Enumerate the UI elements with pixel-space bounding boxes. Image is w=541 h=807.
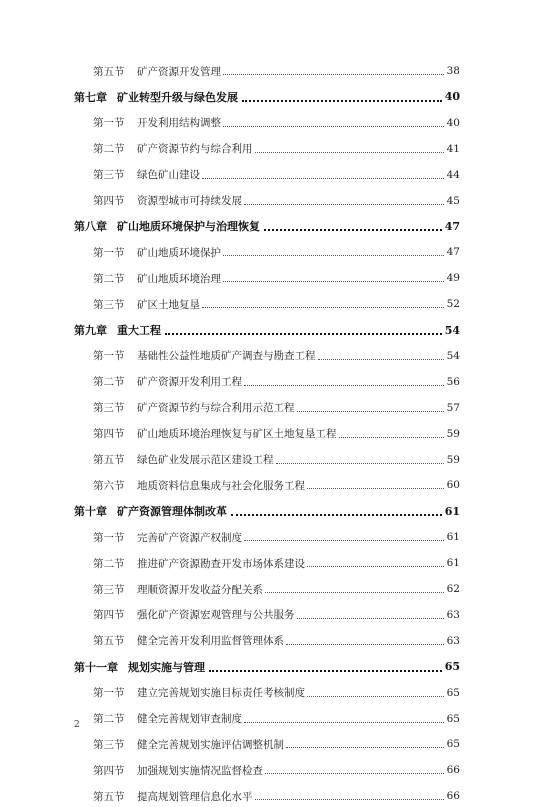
toc-page-number: 63	[446, 634, 460, 647]
section-title: 绿色矿山建设	[137, 169, 200, 182]
toc-section-row	[0, 397, 541, 419]
section-number: 第一节	[93, 117, 125, 130]
dot-leader	[202, 177, 444, 179]
section-title: 地质资料信息集成与社会化服务工程	[137, 479, 305, 492]
toc-page-number: 65	[446, 712, 460, 725]
toc-page-number: 44	[446, 168, 460, 181]
dot-leader	[244, 721, 444, 723]
section-number: 第五节	[93, 454, 125, 466]
toc-section-row	[0, 474, 541, 496]
section-title: 矿区土地复垦	[137, 298, 200, 311]
dot-leader	[223, 125, 444, 127]
chapter-title: 重大工程	[117, 324, 161, 337]
section-number: 第五节	[93, 790, 125, 803]
section-number: 第三节	[93, 298, 125, 311]
toc-page-number: 59	[446, 427, 460, 440]
toc-page-number: 63	[446, 608, 460, 621]
section-number: 第二节	[93, 713, 125, 725]
dot-leader	[209, 669, 442, 672]
toc-section-row	[0, 578, 541, 600]
toc-page-number: 66	[446, 764, 460, 777]
section-title: 绿色矿业发展示范区建设工程	[137, 454, 274, 466]
section-title: 矿山地质环境保护	[137, 246, 221, 259]
toc-page-number: 45	[446, 194, 460, 207]
dot-leader	[265, 772, 444, 774]
toc-section-row	[0, 552, 541, 574]
section-number: 第一节	[93, 350, 125, 363]
section-title: 健全完善规划实施评估调整机制	[137, 738, 284, 751]
toc-page-number: 54	[446, 349, 460, 362]
section-title: 健全完善规划审查制度	[137, 713, 242, 725]
toc-page-number: 47	[444, 219, 460, 233]
toc-chapter-row	[0, 656, 541, 678]
toc-chapter-row	[0, 500, 541, 522]
section-title: 矿产资源节约与综合利用	[137, 143, 253, 156]
toc-page-number: 47	[446, 246, 460, 259]
section-title: 推进矿产资源勘查开发市场体系建设	[137, 557, 305, 570]
section-number: 第三节	[93, 402, 125, 415]
section-title: 健全完善开发利用监督管理体系	[137, 635, 284, 648]
toc-section-row	[0, 682, 541, 704]
toc-page-number: 41	[446, 142, 460, 155]
dot-leader	[244, 539, 444, 541]
dot-leader	[231, 513, 442, 516]
toc-section-row	[0, 449, 541, 471]
dot-leader	[297, 410, 445, 412]
chapter-title: 矿产资源管理体制改革	[117, 505, 227, 519]
section-title: 矿山地质环境治理	[137, 272, 221, 285]
section-number: 第六节	[93, 479, 125, 492]
dot-leader	[307, 487, 444, 489]
dot-leader	[165, 332, 442, 335]
section-number: 第三节	[93, 583, 125, 596]
section-title: 矿产资源开发管理	[137, 65, 221, 78]
section-title: 强化矿产资源宏观管理与公共服务	[137, 609, 295, 622]
toc-page-number: 65	[446, 738, 460, 751]
section-title: 提高规划管理信息化水平	[137, 790, 253, 803]
toc-page-number: 60	[446, 479, 460, 492]
section-title: 资源型城市可持续发展	[137, 195, 242, 207]
section-title: 基础性公益性地质矿产调查与勘查工程	[137, 350, 316, 363]
dot-leader	[307, 565, 444, 567]
section-number: 第三节	[93, 169, 125, 182]
chapter-number: 第十一章	[74, 660, 118, 674]
toc-section-row	[0, 138, 541, 160]
section-title: 矿产资源节约与综合利用示范工程	[137, 402, 295, 415]
toc-section-row	[0, 241, 541, 263]
section-number: 第四节	[93, 609, 125, 622]
toc-page-number: 54	[444, 323, 460, 337]
section-title: 完善矿产资源产权制度	[137, 531, 242, 544]
dot-leader	[202, 306, 444, 308]
dot-leader	[297, 617, 445, 619]
toc-section-row	[0, 604, 541, 626]
toc-section-row	[0, 345, 541, 367]
toc-page-number: 66	[446, 790, 460, 803]
section-number: 第四节	[93, 428, 125, 441]
toc-section-row	[0, 60, 541, 82]
dot-leader	[255, 798, 445, 800]
toc-section-row	[0, 190, 541, 212]
dot-leader	[307, 695, 444, 697]
toc-section-row	[0, 526, 541, 548]
toc-section-row	[0, 759, 541, 781]
section-number: 第二节	[93, 376, 125, 389]
section-number: 第二节	[93, 272, 125, 285]
toc-section-row	[0, 733, 541, 755]
toc-page-number: 62	[446, 583, 460, 595]
toc-section-row	[0, 785, 541, 807]
toc-page-number: 61	[446, 557, 460, 570]
toc-page-number: 65	[446, 686, 460, 699]
toc-page-number: 56	[446, 375, 460, 388]
chapter-number: 第九章	[74, 324, 107, 337]
section-title: 加强规划实施情况监督检查	[137, 764, 263, 777]
section-title: 开发利用结构调整	[137, 117, 221, 130]
dot-leader	[339, 436, 445, 438]
toc-section-row	[0, 112, 541, 134]
toc-page-number: 65	[444, 660, 460, 674]
section-title: 矿山地质环境治理恢复与矿区土地复垦工程	[137, 428, 337, 441]
toc-section-row	[0, 630, 541, 652]
toc-page-number: 49	[446, 272, 460, 285]
page-number: 2	[74, 720, 80, 730]
dot-leader	[286, 643, 444, 645]
toc-page-number: 57	[446, 401, 460, 414]
section-title: 矿产资源开发利用工程	[137, 376, 242, 389]
section-number: 第二节	[93, 557, 125, 570]
section-title: 理顺资源开发收益分配关系	[137, 583, 263, 596]
toc-page-number: 61	[444, 504, 460, 518]
chapter-number: 第八章	[74, 220, 107, 234]
section-number: 第四节	[93, 764, 125, 777]
toc-section-row	[0, 423, 541, 445]
section-number: 第二节	[93, 143, 125, 156]
toc-section-row	[0, 371, 541, 393]
toc-page-number: 40	[444, 90, 460, 104]
chapter-number: 第七章	[74, 90, 107, 104]
toc-chapter-row	[0, 319, 541, 341]
dot-leader	[244, 384, 444, 386]
dot-leader	[244, 203, 444, 205]
dot-leader	[242, 99, 442, 102]
toc-page-number: 59	[446, 453, 460, 466]
section-number: 第一节	[93, 246, 125, 259]
section-number: 第一节	[93, 531, 125, 544]
section-number: 第五节	[93, 65, 125, 78]
toc-chapter-row	[0, 86, 541, 108]
dot-leader	[223, 280, 444, 282]
chapter-title: 矿山地质环境保护与治理恢复	[117, 220, 260, 234]
toc-section-row	[0, 164, 541, 186]
chapter-title: 规划实施与管理	[128, 660, 205, 674]
toc-page-number: 38	[446, 65, 460, 77]
dot-leader	[265, 591, 444, 593]
section-number: 第三节	[93, 738, 125, 751]
section-title: 建立完善规划实施目标责任考核制度	[137, 687, 305, 700]
toc-page-number: 40	[446, 116, 460, 129]
dot-leader	[276, 462, 445, 464]
toc-section-row	[0, 293, 541, 315]
dot-leader	[318, 358, 445, 360]
dot-leader	[223, 254, 444, 256]
dot-leader	[286, 746, 444, 748]
toc-page-number: 52	[446, 298, 460, 311]
section-number: 第一节	[93, 687, 125, 700]
toc-page-number: 61	[446, 531, 460, 544]
section-number: 第五节	[93, 635, 125, 648]
toc-section-row	[0, 267, 541, 289]
dot-leader	[264, 228, 442, 231]
dot-leader	[255, 151, 445, 153]
chapter-number: 第十章	[74, 505, 107, 519]
section-number: 第四节	[93, 195, 125, 207]
toc-section-row	[0, 708, 541, 730]
dot-leader	[223, 73, 444, 75]
chapter-title: 矿业转型升级与绿色发展	[117, 90, 238, 104]
toc-chapter-row	[0, 215, 541, 237]
